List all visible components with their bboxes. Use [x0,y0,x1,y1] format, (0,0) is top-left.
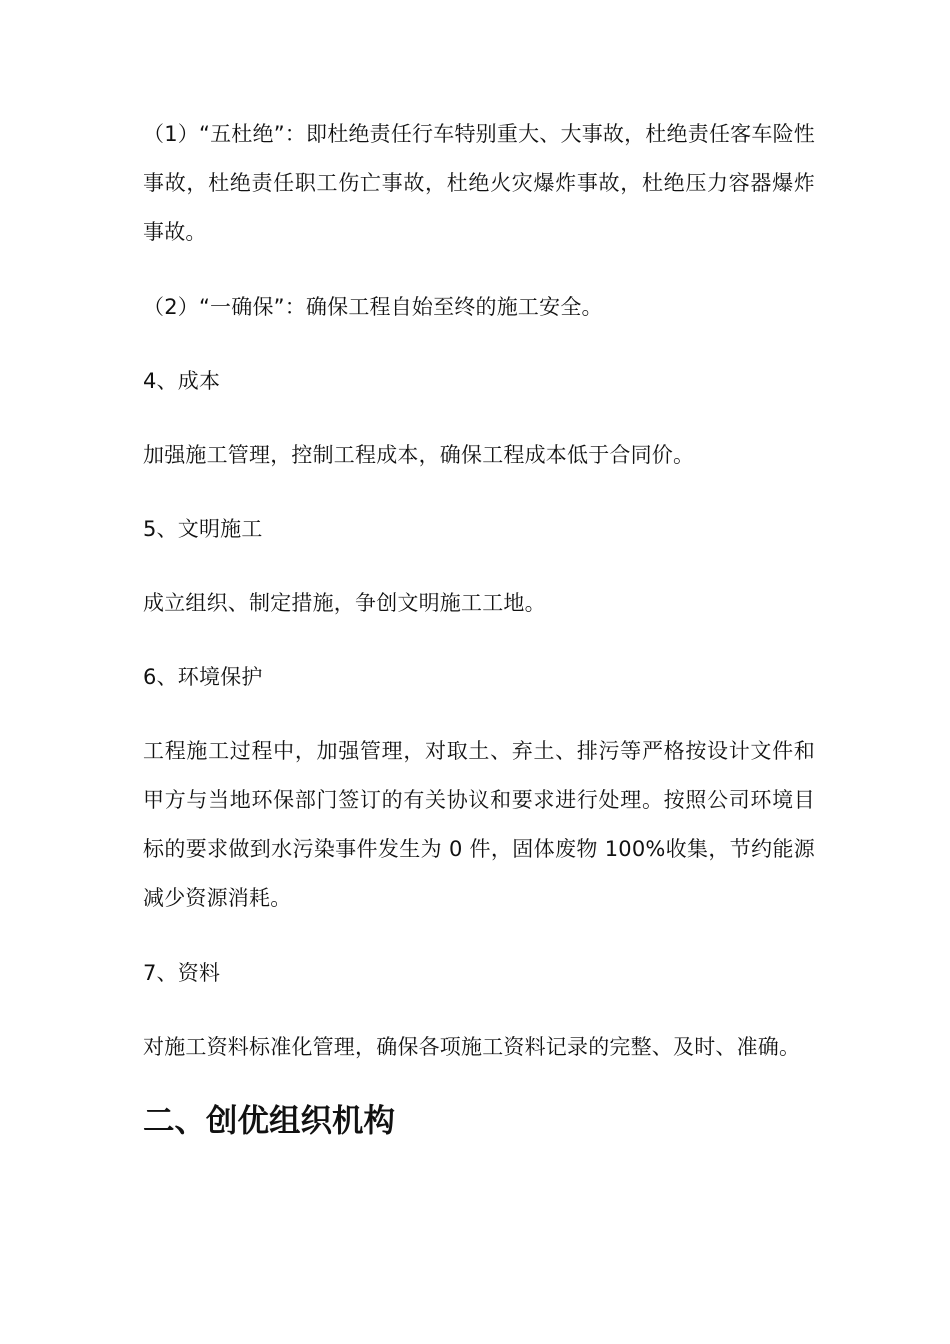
document-body [143,110,815,1145]
paragraph-five-eliminations: （1）“五杜绝”：即杜绝责任行车特别重大、大事故，杜绝责任客车险性事故，杜绝责任职工伤亡事故，杜绝火灾爆炸事故，杜绝压力容器爆炸事故。 [143,122,815,244]
item-title-documents: 7、资料 [143,961,221,985]
paragraph-environment: 工程施工过程中，加强管理，对取土、弃土、排污等严格按设计文件和甲方与当地环保部门签订的有关协议和要求进行处理。按照公司环境目标的要求做到水污染事件发生为 0 件，固体废物 100%收集，节约能源减少资源消耗。 [143,739,815,910]
paragraph-one-guarantee: （2）“一确保”：确保工程自始至终的施工安全。 [143,295,603,319]
item-title-civilized-construction: 5、文明施工 [143,517,263,541]
section-heading: 二、创优组织机构 [143,1103,396,1139]
paragraph-civilized-construction: 成立组织、制定措施，争创文明施工工地。 [143,591,546,615]
paragraph-cost: 加强施工管理，控制工程成本，确保工程成本低于合同价。 [143,443,695,467]
item-title-environment: 6、环境保护 [143,665,263,689]
item-title-cost: 4、成本 [143,369,221,393]
paragraph-documents: 对施工资料标准化管理，确保各项施工资料记录的完整、及时、准确。 [143,1035,801,1059]
